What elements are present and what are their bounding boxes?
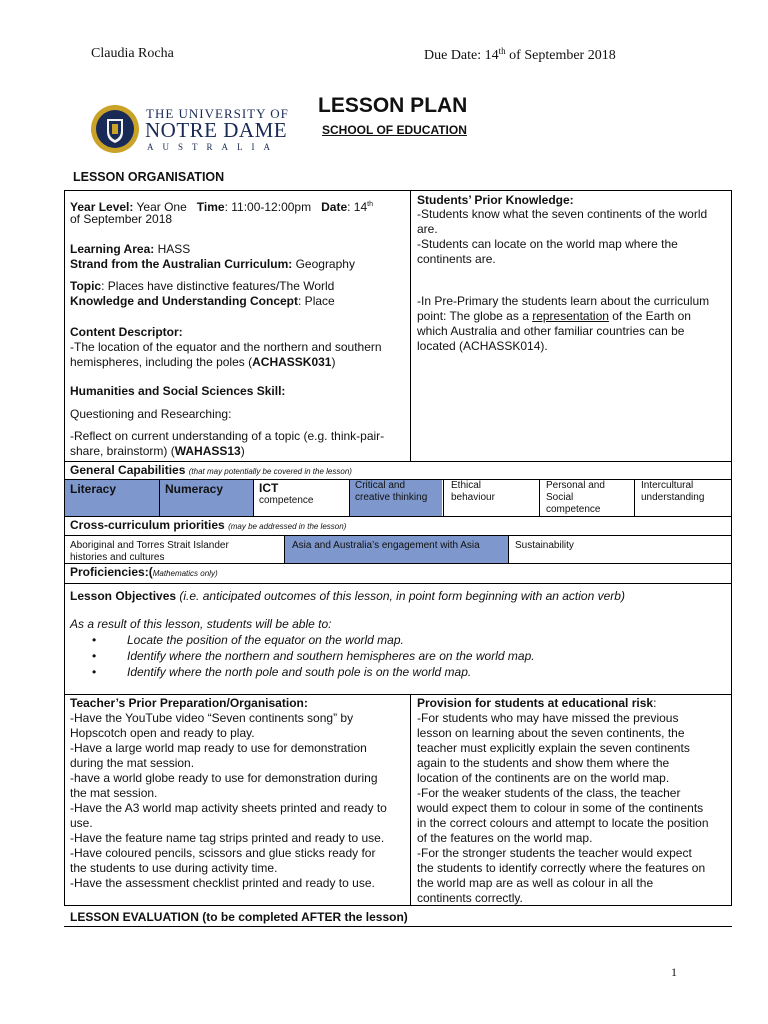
prov-line: the students to identify correctly where the features on [417, 861, 706, 875]
capability-intercultural-sub: understanding [641, 492, 705, 503]
prep-line: during the mat session. [70, 756, 195, 770]
prov-line: teacher must explicitly explain the seven continents [417, 741, 690, 755]
objective-item: • Locate the position of the equator on the world map. [70, 632, 535, 648]
prov-line: in the correct colours and attempt to locate the position [417, 816, 709, 830]
cross-item-sustainability: Sustainability [515, 540, 574, 551]
prov-line: would expect them to colour in some of the continents [417, 801, 704, 815]
reflect-line1: -Reflect on current understanding of a topic (e.g. think-pair- [70, 429, 385, 443]
capability-intercultural: Intercultural [641, 480, 694, 491]
objectives-list [70, 632, 535, 680]
prep-line: -Have the feature name tag strips printed and ready to use. [70, 831, 385, 845]
prep-line: Hopscotch open and ready to play. [70, 726, 255, 740]
prior-line: point: The globe as a representation of the Earth on [417, 309, 691, 323]
capability-ict-sub: competence [259, 495, 314, 506]
cross-item-aboriginal: Aboriginal and Torres Strait Islander [70, 540, 229, 551]
prov-line: of the features on the world map. [417, 831, 593, 845]
prior-line: -Students know what the seven continents of the world [417, 207, 708, 221]
prior-knowledge-label: Students’ Prior Knowledge: [417, 193, 574, 207]
prep-line: -have a world globe ready to use for demonstration during [70, 771, 378, 785]
prov-line: the world map are as well as colour in all the [417, 876, 654, 890]
prep-line: -Have a large world map ready to use for demonstration [70, 741, 367, 755]
objectives-intro: As a result of this lesson, students will be able to: [70, 617, 332, 631]
general-capabilities-label: General Capabilities (that may potentially be covered in the lesson) [70, 463, 352, 477]
prov-line: location of the continents are on the world map. [417, 771, 670, 785]
prep-line: -Have the YouTube video “Seven continents song” by [70, 711, 354, 725]
prior-line: -In Pre-Primary the students learn about the curriculum [417, 294, 710, 308]
preparation-label: Teacher’s Prior Preparation/Organisation: [70, 696, 308, 710]
capability-critical-sub: creative thinking [355, 492, 428, 503]
prior-line: located (ACHASSK014). [417, 339, 548, 353]
university-seal-icon [90, 104, 140, 154]
section-heading-evaluation: LESSON EVALUATION (to be completed AFTER the lesson) [70, 910, 408, 924]
year-time-date: Year Level: Year One Time: 11:00-12:00pm Date: 14th [70, 200, 373, 214]
content-descriptor-line1: -The location of the equator and the northern and southern [70, 340, 382, 354]
page-number: 1 [671, 965, 677, 979]
prep-line: -Have the A3 world map activity sheets printed and ready to [70, 801, 387, 815]
prov-line: -For students who may have missed the previous [417, 711, 679, 725]
content-descriptor-line2: hemispheres, including the poles (ACHASSK031) [70, 355, 336, 369]
capability-personal: Personal and [546, 480, 605, 491]
skill-label: Humanities and Social Sciences Skill: [70, 384, 286, 398]
prior-line: continents are. [417, 252, 496, 266]
capability-ethical: Ethical [451, 480, 482, 491]
objectives-label: Lesson Objectives (i.e. anticipated outcomes of this lesson, in point form beginning with an action verb) [70, 589, 625, 603]
prep-line: -Have the assessment checklist printed and ready to use. [70, 876, 375, 890]
capability-literacy: Literacy [70, 482, 117, 496]
section-heading-organisation: LESSON ORGANISATION [73, 170, 225, 184]
knowledge-concept: Knowledge and Understanding Concept: Place [70, 294, 335, 308]
prior-line: are. [417, 222, 438, 236]
prior-line: -Students can locate on the world map where the [417, 237, 678, 251]
capability-ict: ICT [259, 481, 279, 495]
prov-line: lesson on learning about the seven continents, the [417, 726, 685, 740]
topic: Topic: Places have distinctive features/The World [70, 279, 335, 293]
learning-area: Learning Area: HASS [70, 242, 191, 256]
prep-line: the students to use during activity time. [70, 861, 278, 875]
university-logo: THE UNIVERSITY OF NOTRE DAME AUSTRALIA [90, 100, 295, 160]
reflect-line2: share, brainstorm) (WAHASS13) [70, 444, 245, 458]
objective-item: • Identify where the north pole and south pole is on the world map. [70, 664, 535, 680]
capability-critical: Critical and [355, 480, 406, 491]
cross-curriculum-label: Cross-curriculum priorities (may be addressed in the lesson) [70, 518, 347, 532]
capability-personal-sub2: competence [546, 504, 601, 515]
capability-numeracy: Numeracy [165, 482, 224, 496]
date-line2: of September 2018 [70, 212, 173, 226]
page-title: LESSON PLAN [318, 94, 468, 117]
capability-ethical-sub: behaviour [451, 492, 495, 503]
due-date: Due Date: 14th of September 2018 [424, 46, 616, 63]
content-descriptor-label: Content Descriptor: [70, 325, 183, 339]
capability-personal-sub1: Social [546, 492, 574, 503]
school-subtitle: SCHOOL OF EDUCATION [322, 123, 467, 137]
prep-line: use. [70, 816, 93, 830]
skill-value: Questioning and Researching: [70, 407, 232, 421]
provision-label: Provision for students at educational risk: [417, 696, 657, 710]
prep-line: -Have coloured pencils, scissors and glue sticks ready for [70, 846, 376, 860]
proficiencies-label: Proficiencies:(Mathematics only) [70, 565, 218, 579]
prov-line: again to the students and show them where the [417, 756, 670, 770]
prov-line: continents correctly. [417, 891, 523, 905]
cross-item-asia: Asia and Australia’s engagement with Asia [292, 540, 480, 551]
prior-line: which Australia and other familiar countries can be [417, 324, 685, 338]
author-name: Claudia Rocha [91, 46, 174, 61]
objective-item: • Identify where the northern and southern hemispheres are on the world map. [70, 648, 535, 664]
prov-line: -For the weaker students of the class, the teacher [417, 786, 681, 800]
cross-item-aboriginal-sub: histories and cultures [70, 552, 165, 563]
prov-line: -For the stronger students the teacher would expect [417, 846, 692, 860]
strand: Strand from the Australian Curriculum: Geography [70, 257, 355, 271]
prep-line: the mat session. [70, 786, 158, 800]
